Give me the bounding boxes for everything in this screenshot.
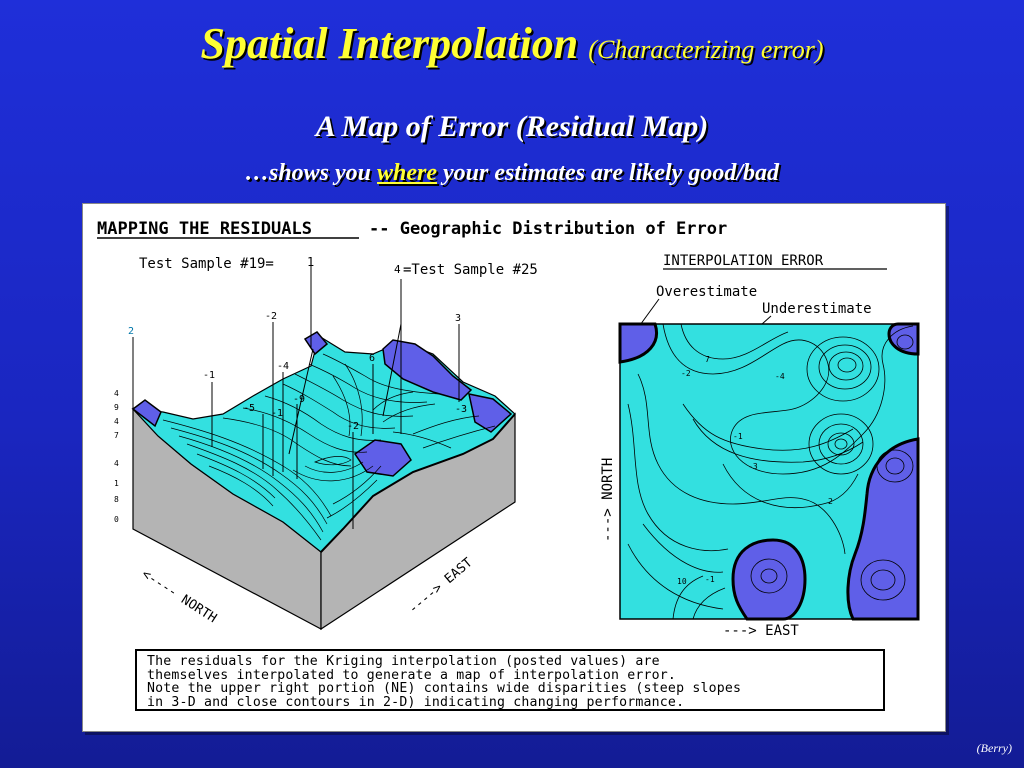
axis-label-east-3d: ----> EAST bbox=[405, 555, 476, 618]
credit: (Berry) bbox=[976, 741, 1012, 755]
contour-label: 7 bbox=[705, 355, 710, 364]
label-test-sample-25-num: 4 bbox=[394, 263, 401, 276]
contour-label: -1 bbox=[705, 575, 715, 584]
tagline-post: your estimates are likely good/bad bbox=[443, 160, 779, 186]
tick-label: 1 bbox=[114, 479, 119, 488]
spike-label: 6 bbox=[369, 353, 376, 364]
spike-label: -5 bbox=[243, 403, 256, 414]
tick-label: 7 bbox=[114, 431, 119, 440]
contour-label: -2 bbox=[681, 369, 691, 378]
axis-label-north-3d: <---- NORTH bbox=[138, 566, 220, 627]
label-test-sample-25: =Test Sample #25 bbox=[403, 262, 538, 278]
spike-label: -2 bbox=[347, 421, 360, 432]
tick-label: 4 bbox=[114, 417, 119, 426]
slide-title bbox=[0, 18, 1024, 69]
tick-label: 4 bbox=[114, 389, 119, 398]
tick-label: 8 bbox=[114, 495, 119, 504]
tick-label: 4 bbox=[114, 459, 119, 468]
error-map-2d bbox=[620, 324, 918, 619]
spike-label: -1 bbox=[203, 370, 216, 381]
figure-caption: The residuals for the Kriging interpolation (posted values) are themselves interpolated to generate a map of interpolation error. Note the upper right portion (NE) contains wide disparities (steep slopes in 3-D and close contours in 2-D) indicating changing performance. bbox=[135, 649, 885, 711]
title-main: Spatial Interpolation bbox=[200, 19, 579, 68]
spike-label: -3 bbox=[455, 404, 468, 415]
tagline-where: where bbox=[377, 160, 438, 186]
left-axis-ticks bbox=[114, 389, 119, 524]
slide-tagline bbox=[0, 160, 1024, 187]
figure-title-underlined: MAPPING THE RESIDUALS bbox=[97, 219, 312, 239]
contour-label: 10 bbox=[677, 577, 687, 586]
contour-label: -3 bbox=[748, 462, 758, 471]
spike-label: -4 bbox=[277, 361, 290, 372]
legend-underestimate: Underestimate bbox=[762, 301, 872, 317]
legend-overestimate: Overestimate bbox=[656, 284, 758, 300]
contour-label: -1 bbox=[733, 432, 743, 441]
map-title: INTERPOLATION ERROR bbox=[663, 253, 824, 269]
contour-label: 2 bbox=[828, 497, 833, 506]
figure-title-rest: -- Geographic Distribution of Error bbox=[369, 219, 728, 239]
figure-panel bbox=[82, 203, 946, 732]
tick-label: 9 bbox=[114, 403, 119, 412]
tick-label: 0 bbox=[114, 515, 119, 524]
map-axis-north: ---> NORTH bbox=[600, 457, 616, 542]
map-axis-east: ---> EAST bbox=[723, 623, 799, 639]
label-test-sample-19: Test Sample #19= bbox=[139, 256, 274, 272]
spike-label: -1 bbox=[271, 408, 284, 419]
spike-label: 3 bbox=[455, 313, 462, 324]
tagline-pre: …shows you bbox=[244, 160, 372, 186]
map-patch-south bbox=[733, 540, 805, 619]
slide-heading: A Map of Error (Residual Map) bbox=[315, 110, 709, 143]
contour-label: -4 bbox=[775, 372, 785, 381]
label-test-sample-19-value: 1 bbox=[307, 255, 315, 269]
title-subtitle: (Characterizing error) bbox=[588, 35, 824, 64]
spike-label: -9 bbox=[293, 394, 306, 405]
spike-label: -2 bbox=[265, 311, 278, 322]
spike-label: 2 bbox=[128, 326, 135, 337]
